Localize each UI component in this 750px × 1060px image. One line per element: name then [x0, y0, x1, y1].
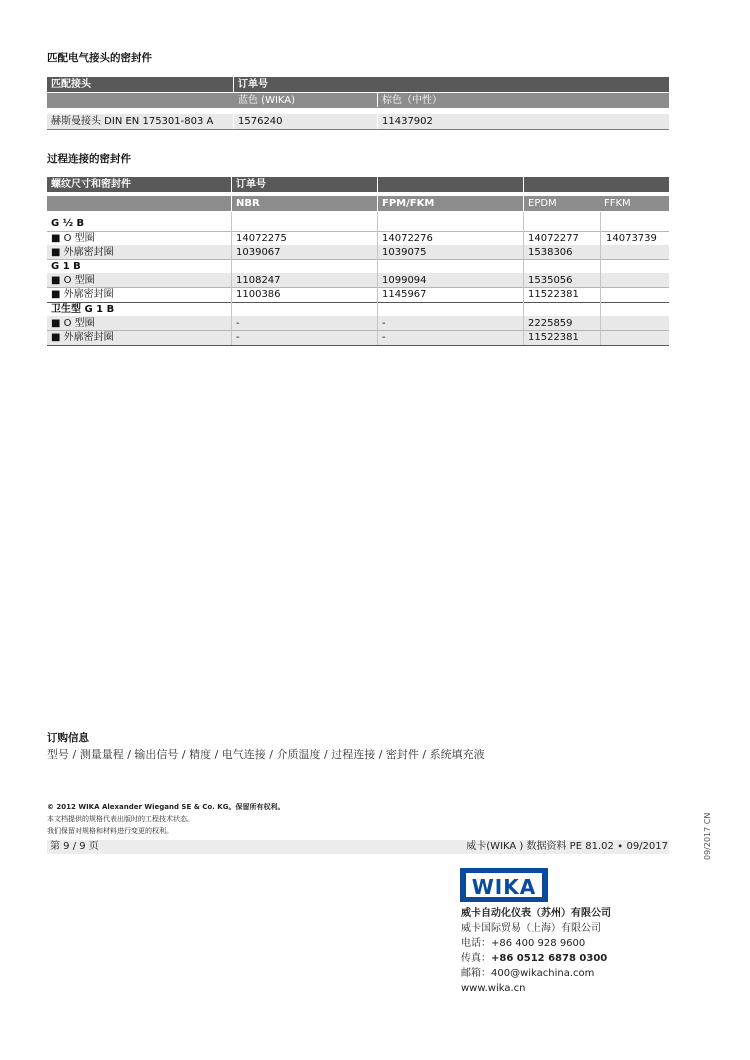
row-shade [47, 316, 669, 331]
material-nbr: NBR [236, 198, 260, 209]
section2-header-row [47, 177, 669, 192]
divider [377, 177, 378, 211]
company-email[interactable]: 邮箱：400@wikachina.com [461, 968, 595, 979]
divider [47, 302, 669, 303]
group-title: G 1 B [51, 261, 81, 272]
company-name: 威卡自动化仪表（苏州）有限公司 [461, 908, 611, 919]
section1-subheader-row [47, 93, 669, 108]
material-fpm: FPM/FKM [382, 198, 435, 209]
ordering-title: 订购信息 [47, 732, 89, 744]
divider [47, 345, 669, 346]
divider [377, 93, 378, 107]
epdm-cell: 2225859 [528, 318, 573, 329]
material-epdm: EPDM [528, 198, 557, 209]
company-web[interactable]: www.wika.cn [461, 983, 526, 994]
company-fax [461, 951, 611, 966]
row-label: ■ 外廓密封圈 [51, 332, 114, 343]
page-number: 第 9 / 9 页 [50, 841, 99, 852]
section2-col-size-header: 螺纹尺寸和密封件 [51, 179, 131, 190]
epdm-cell: 1538306 [528, 247, 573, 258]
fpm-cell: 1039075 [382, 247, 427, 258]
fpm-cell: 1145967 [382, 289, 427, 300]
nbr-cell: - [236, 318, 240, 329]
row-label: ■ O 型圈 [51, 275, 95, 286]
section1-blue-cell: 1576240 [238, 116, 283, 127]
epdm-cell: 1535056 [528, 275, 573, 286]
company-block [461, 906, 611, 996]
row-label: ■ 外廓密封圈 [51, 247, 114, 258]
side-code [703, 813, 712, 860]
company-trade: 威卡国际贸易（上海）有限公司 [461, 923, 601, 934]
section2-material-row [47, 196, 669, 211]
nbr-cell: 1039067 [236, 247, 281, 258]
fpm-cell: 14072276 [382, 233, 433, 244]
section2-title: 过程连接的密封件 [47, 153, 131, 165]
ordering-text: 型号 / 测量量程 / 输出信号 / 精度 / 电气连接 / 介质温度 / 过程连接 / 密封件 / 系统填充液 [47, 748, 485, 761]
fpm-cell: 1099094 [382, 275, 427, 286]
wika-logo [460, 868, 548, 902]
section1-title: 匹配电气接头的密封件 [47, 52, 152, 64]
section1-connector-cell: 赫斯曼接头 DIN EN 175301-803 A [51, 116, 214, 127]
datasheet-ref: 威卡(WIKA ) 数据资料 PE 81.02 ∙ 09/2017 [466, 841, 668, 852]
epdm-cell: 11522381 [528, 289, 579, 300]
side-code-text: 09/2017 CN [703, 812, 712, 860]
divider [231, 177, 232, 211]
row-shade [47, 245, 669, 260]
copyright-line: 本文档提供的规格代表出版时的工程技术状态。 [47, 815, 194, 823]
fpm-cell: - [382, 318, 386, 329]
divider [600, 212, 601, 345]
group-title: 卫生型 G 1 B [51, 304, 115, 315]
copyright-line: © 2012 WIKA Alexander Wiegand SE & Co. KG。保留所有权利。 [47, 803, 285, 811]
row-label: ■ O 型圈 [51, 318, 95, 329]
divider [523, 177, 524, 211]
section1-blue-header: 蓝色 (WIKA) [238, 95, 296, 106]
copyright [47, 801, 284, 837]
company-tel: 电话：+86 400 928 9600 [461, 938, 586, 949]
epdm-cell: 14072277 [528, 233, 579, 244]
section1-brown-cell: 11437902 [382, 116, 433, 127]
row-label: ■ 外廓密封圈 [51, 289, 114, 300]
fpm-cell: - [382, 332, 386, 343]
divider [523, 212, 524, 345]
divider [47, 129, 669, 130]
section1-col-order-header: 订单号 [238, 79, 268, 90]
section1-header-row [47, 77, 669, 92]
divider [47, 259, 669, 260]
nbr-cell: 1108247 [236, 275, 281, 286]
epdm-cell: 11522381 [528, 332, 579, 343]
wika-logo-text: WIKA [471, 875, 537, 899]
divider [377, 114, 378, 129]
row-label: ■ O 型圈 [51, 233, 95, 244]
group-title: G ½ B [51, 218, 85, 229]
divider [233, 114, 234, 129]
section1-brown-header: 棕色（中性） [382, 95, 442, 106]
fax-number: +86 0512 6878 0300 [491, 953, 608, 964]
divider [231, 212, 232, 345]
nbr-cell: 14072275 [236, 233, 287, 244]
nbr-cell: 1100386 [236, 289, 281, 300]
ffkm-cell: 14073739 [606, 233, 657, 244]
row-shade [47, 273, 669, 288]
wika-logo-inner [466, 873, 542, 897]
fax-label: 传真： [461, 953, 491, 964]
section1-col-connector-header: 匹配接头 [51, 79, 91, 90]
nbr-cell: - [236, 332, 240, 343]
material-ffkm: FFKM [604, 198, 631, 209]
section2-col-order-header: 订单号 [236, 179, 266, 190]
divider [377, 212, 378, 345]
copyright-line: 我们保留对规格和材料进行变更的权利。 [47, 827, 173, 835]
